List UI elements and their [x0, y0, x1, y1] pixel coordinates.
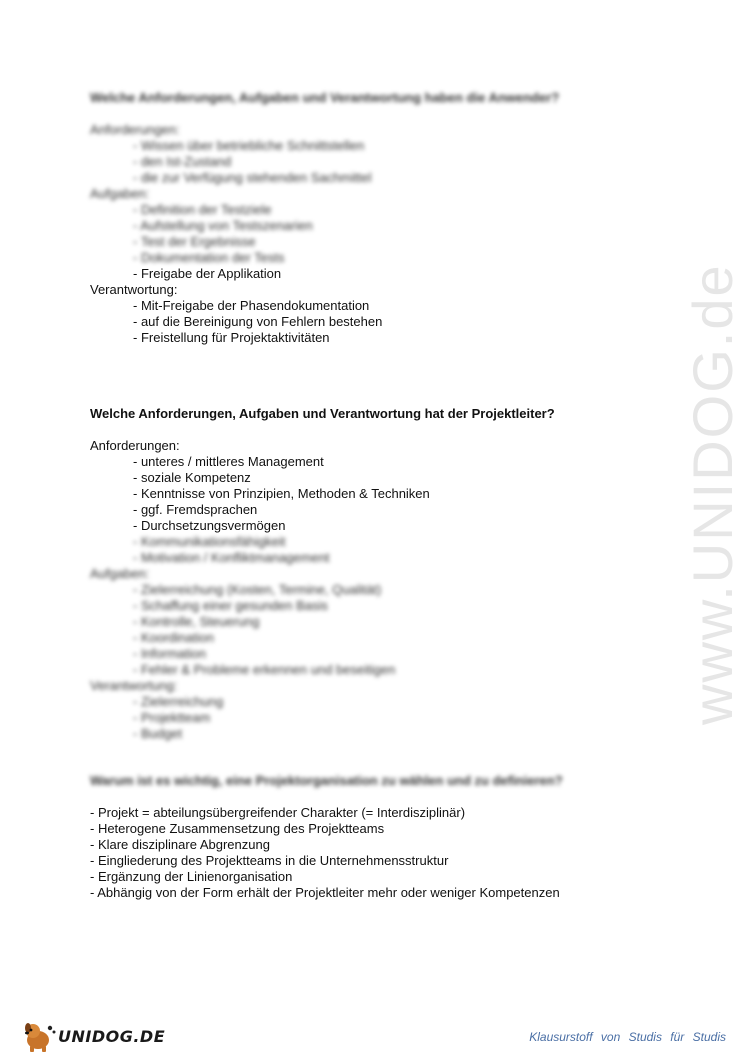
section-heading: Welche Anforderungen, Aufgaben und Verantwortung hat der Projektleiter? [90, 406, 555, 421]
list-item: - Dokumentation der Tests [133, 250, 285, 265]
list-item: - die zur Verfügung stehenden Sachmittel [133, 170, 372, 185]
subheading: Verantwortung: [90, 678, 178, 693]
section-projektleiter [90, 406, 650, 742]
list-item: - Zielerreichung (Kosten, Termine, Qualität) [133, 582, 382, 597]
footer [0, 1000, 750, 1060]
list-item: - Budget [133, 726, 183, 741]
list-item: - auf die Bereinigung von Fehlern bestehen [133, 314, 383, 329]
section-anwender [90, 90, 650, 346]
list-item: - Wissen über betriebliche Schnittstellen [133, 138, 365, 153]
list-item: - Aufstellung von Testszenarien [133, 218, 313, 233]
section-lines [90, 438, 650, 742]
list-item: - Information [133, 646, 206, 661]
list-item: - ggf. Fremdsprachen [133, 502, 258, 517]
list-item: - Freistellung für Projektaktivitäten [133, 330, 330, 345]
list-item: - Kommunikationsfähigkeit [133, 534, 286, 549]
list-item: - unteres / mittleres Management [133, 454, 324, 469]
list-item: - Freigabe der Applikation [133, 266, 282, 281]
list-item: - soziale Kompetenz [133, 470, 251, 485]
subheading: Aufgaben: [90, 566, 150, 581]
list-item: - Fehler & Probleme erkennen und beseitigen [133, 662, 396, 677]
list-item: - Zielerreichung [133, 694, 224, 709]
watermark: www.UNIDOG.de [681, 263, 744, 725]
section-projektorganisation [90, 773, 650, 901]
list-item: - Definition der Testziele [133, 202, 272, 217]
section-heading: Welche Anforderungen, Aufgaben und Verantwortung haben die Anwender? [90, 90, 560, 105]
unidog-logo[interactable] [20, 1018, 165, 1054]
list-item: - Mit-Freigabe der Phasendokumentation [133, 298, 370, 313]
tagline: Klausurstoff von Studis für Studis [529, 1030, 726, 1044]
list-item: - Durchsetzungsvermögen [133, 518, 286, 533]
list-item: - Test der Ergebnisse [133, 234, 256, 249]
subheading: - Abhängig von der Form erhält der Projektleiter mehr oder weniger Kompetenzen [90, 885, 560, 900]
subheading: - Heterogene Zusammensetzung des Projektteams [90, 821, 385, 836]
list-item: - Kenntnisse von Prinzipien, Methoden & Techniken [133, 486, 430, 501]
list-item: - Motivation / Konfliktmanagement [133, 550, 330, 565]
section-lines [90, 805, 650, 901]
list-item: - den Ist-Zustand [133, 154, 232, 169]
list-item: - Schaffung einer gesunden Basis [133, 598, 328, 613]
logo-text: UNIDOG.DE [58, 1026, 166, 1046]
list-item: - Koordination [133, 630, 214, 645]
subheading: - Klare disziplinare Abgrenzung [90, 837, 270, 852]
dog-icon [20, 1018, 56, 1054]
list-item: - Projektteam [133, 710, 211, 725]
subheading: - Projekt = abteilungsübergreifender Charakter (= Interdisziplinär) [90, 805, 466, 820]
subheading: Anforderungen: [90, 122, 180, 137]
list-item: - Kontrolle, Steuerung [133, 614, 260, 629]
subheading: - Eingliederung des Projektteams in die Unternehmensstruktur [90, 853, 449, 868]
subheading: - Ergänzung der Linienorganisation [90, 869, 293, 884]
subheading: Anforderungen: [90, 438, 180, 453]
subheading: Aufgaben: [90, 186, 150, 201]
section-lines [90, 122, 650, 346]
subheading: Verantwortung: [90, 282, 178, 297]
section-heading: Warum ist es wichtig, eine Projektorganisation zu wählen und zu definieren? [90, 773, 563, 788]
